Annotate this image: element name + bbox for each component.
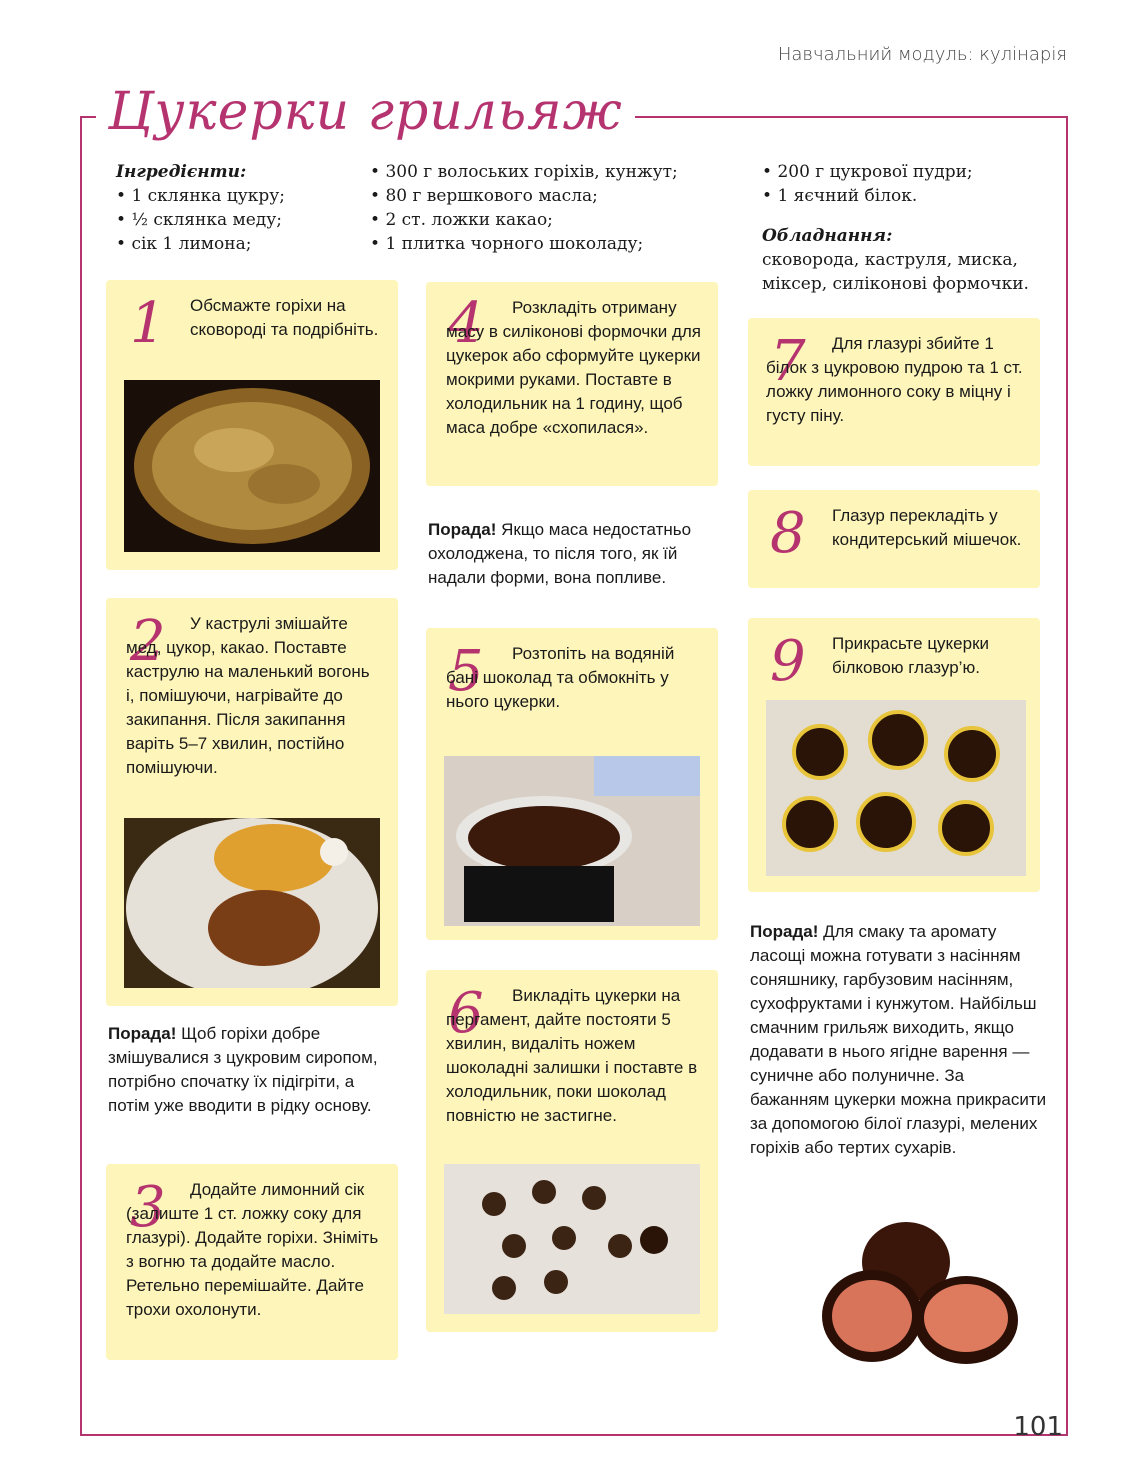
step-6-card: [426, 970, 718, 1332]
tip-label: Порада!: [428, 520, 497, 539]
ingredient-item: • 300 г волоських горіхів, кунжут;: [370, 160, 750, 184]
step-1-card: [106, 280, 398, 570]
tip-2: [428, 518, 718, 590]
step-text: У каструлі змішайте мед, цукор, какао. Поставте каструлю на маленький вогонь і, помішуючи, нагрівайте до закипання. Після закипання варіть 5–7 хвилин, постійно помішуючи.: [126, 614, 370, 777]
step-number: 5: [448, 639, 484, 704]
candies-on-parchment-photo: [444, 1164, 700, 1314]
step-text: Обсмажте горіхи на сковороді та подрібніть.: [190, 296, 379, 339]
step-9-card: [748, 618, 1040, 892]
roasted-nuts-photo: [124, 380, 380, 552]
ingredient-item: • 80 г вершкового масла;: [370, 184, 750, 208]
glazed-candies-photo: [766, 700, 1026, 876]
step-number: 7: [770, 329, 806, 394]
step-text: Для глазурі збийте 1 білок з цукровою пудрою та 1 ст. ложку лимонного соку в міцну і густу піну.: [766, 334, 1023, 425]
step-text: Розтопіть на водяній бані шоколад та обмокніть у нього цукерки.: [446, 644, 675, 711]
step-3-card: [106, 1164, 398, 1360]
step-number: 6: [448, 981, 484, 1046]
grillage-candy-photo: [816, 1212, 1030, 1366]
step-5-card: [426, 628, 718, 940]
step-number: 8: [770, 501, 806, 566]
step-text: Глазур перекладіть у кондитерський мішечок.: [832, 506, 1022, 549]
step-2-card: [106, 598, 398, 1006]
tip-3: [750, 920, 1048, 1160]
page-header: Навчальний модуль: кулінарія: [777, 44, 1067, 65]
ingredients-heading: Інгредієнти:: [116, 162, 247, 182]
ingredient-item: • 2 ст. ложки какао;: [370, 208, 750, 232]
step-number: 4: [448, 291, 484, 356]
step-number: 2: [130, 609, 166, 674]
mixing-bowl-photo: [124, 818, 380, 988]
tip-text: Щоб горіхи добре змішувалися з цукровим сиропом, потрібно спочатку їх підігріти, а потім уже вводити в рідку основу.: [108, 1024, 378, 1115]
equipment-text: сковорода, каструля, миска, міксер, силіконові формочки.: [762, 250, 1029, 294]
tip-text: Якщо маса недостатньо охолоджена, то після того, як їй надали форми, вона попливе.: [428, 520, 692, 587]
ingredient-item: • ½ склянка меду;: [116, 208, 366, 232]
ingredient-item: • 1 плитка чорного шоколаду;: [370, 232, 750, 256]
step-4-card: [426, 282, 718, 486]
tip-text: Для смаку та аромату ласощі можна готувати з насінням соняшнику, гарбузовим насінням, сухофруктами і кунжутом. Найбільш смачним грильяж виходить, якщо додавати в нього ягідне варення — суничне або полуничне. За бажанням цукерки можна прикрасити за допомогою білої глазурі, мелених горіхів або тертих сухарів.: [750, 922, 1047, 1157]
step-7-card: [748, 318, 1040, 466]
ingredient-item: • 200 г цукрової пудри;: [762, 160, 1062, 184]
step-text: Розкладіть отриману масу в силіконові формочки для цукерок або сформуйте цукерки мокрими руками. Поставте в холодильник на 1 годину, щоб маса добре «схопилася».: [446, 298, 701, 437]
step-text: Прикрасьте цукерки білковою глазур’ю.: [832, 634, 990, 677]
step-text: Викладіть цукерки на пергамент, дайте постояти 5 хвилин, видаліть ножем шоколадні залишки і поставте в холодильник, поки шоколад повністю не застигне.: [446, 986, 698, 1125]
step-number: 3: [130, 1175, 166, 1240]
melting-chocolate-photo: [444, 756, 700, 926]
step-text: Додайте лимонний сік (залиште 1 ст. ложку соку для глазурі). Додайте горіхи. Зніміть з вогню та додайте масло. Ретельно перемішайте. Дайте трохи охолонути.: [126, 1180, 379, 1319]
equipment-heading: Обладнання:: [762, 226, 893, 246]
ingredients-col3: [762, 160, 1062, 296]
step-8-card: [748, 490, 1040, 588]
tip-label: Порада!: [750, 922, 819, 941]
page-number: 101: [1013, 1412, 1063, 1442]
ingredient-item: • 1 яєчний білок.: [762, 184, 1062, 208]
step-number: 9: [770, 629, 806, 694]
tip-label: Порада!: [108, 1024, 177, 1043]
ingredients-col2: [370, 160, 750, 256]
ingredient-item: • сік 1 лимона;: [116, 232, 366, 256]
ingredient-item: • 1 склянка цукру;: [116, 184, 366, 208]
tip-1: [108, 1022, 392, 1118]
recipe-title: Цукерки грильяж: [96, 80, 635, 144]
step-number: 1: [130, 291, 166, 356]
ingredients-col1: [116, 160, 366, 256]
